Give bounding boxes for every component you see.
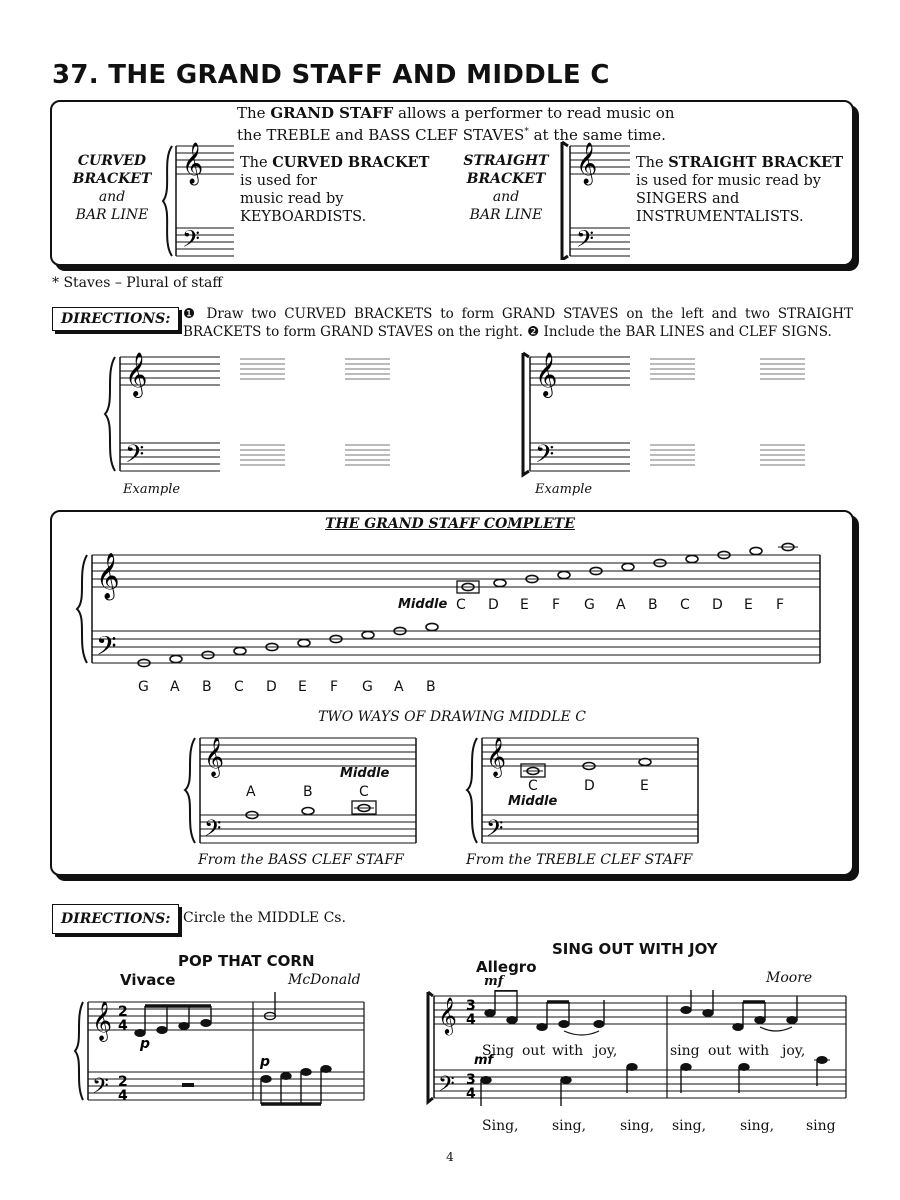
treble-letter: C bbox=[456, 597, 466, 613]
grand-staff-complete bbox=[70, 540, 840, 670]
curved-label-2: BRACKET bbox=[72, 171, 152, 187]
treble-letter: F bbox=[776, 597, 785, 613]
treble-letter: E bbox=[520, 597, 529, 613]
treble-clef-icon: 𝄞 bbox=[535, 352, 558, 396]
treble-way-letter: D bbox=[584, 778, 595, 794]
time-sig-top: 2 bbox=[118, 1074, 128, 1090]
treble-clef-icon: 𝄞 bbox=[486, 737, 507, 777]
time-sig-top: 3 bbox=[466, 998, 476, 1014]
curved-grand-staff-sample bbox=[160, 140, 236, 260]
straight-label-3: and bbox=[492, 189, 520, 205]
intro-line1-pre: The bbox=[237, 104, 271, 122]
directions-text-1 bbox=[183, 305, 853, 341]
treble-clef-icon: 𝄞 bbox=[204, 737, 225, 777]
bass-way-letter: A bbox=[246, 784, 256, 800]
straight-desc-3: SINGERS and bbox=[636, 191, 740, 207]
curved-desc-4: KEYBOARDISTS. bbox=[240, 209, 367, 225]
bass-way-middle: Middle bbox=[340, 766, 390, 781]
time-sig-bottom: 4 bbox=[118, 1088, 128, 1104]
treble-way-letter: E bbox=[640, 778, 649, 794]
treble-clef-icon: 𝄞 bbox=[576, 143, 598, 184]
bass-clef-icon: 𝄢 bbox=[92, 1074, 109, 1104]
curved-desc-3: music read by bbox=[240, 191, 344, 207]
bass-letter: C bbox=[234, 679, 244, 695]
intro-text bbox=[237, 104, 675, 145]
lyric: sing, bbox=[740, 1118, 775, 1134]
blank-staves-left bbox=[240, 359, 390, 465]
dynamic-p: p bbox=[260, 1054, 271, 1070]
directions-label-2: DIRECTIONS: bbox=[52, 904, 179, 934]
intro-asterisk: * bbox=[524, 127, 529, 137]
directions-1-line2: BRACKETS to form GRAND STAVES on the right. ❷ Include the BAR LINES and CLEF SIGNS. bbox=[183, 324, 832, 340]
treble-clef-icon: 𝄞 bbox=[182, 143, 204, 184]
lyric: out bbox=[522, 1043, 546, 1059]
bass-clef-icon: 𝄢 bbox=[486, 816, 504, 847]
straight-label-2: BRACKET bbox=[466, 171, 546, 187]
straight-label-1: STRAIGHT bbox=[463, 153, 549, 169]
lyric: out bbox=[708, 1043, 732, 1059]
exercise-staves bbox=[95, 345, 855, 505]
curved-label-1: CURVED bbox=[77, 153, 147, 169]
bass-letter: F bbox=[330, 679, 339, 695]
treble-notes bbox=[457, 543, 798, 593]
middle-label: Middle bbox=[398, 597, 448, 612]
lyric: Sing bbox=[482, 1043, 515, 1059]
treble-letter: D bbox=[488, 597, 499, 613]
time-sig-top: 3 bbox=[466, 1072, 476, 1088]
time-sig-bottom: 4 bbox=[466, 1012, 476, 1028]
treble-letter: D bbox=[712, 597, 723, 613]
curved-description bbox=[240, 154, 429, 226]
lyric: sing, bbox=[620, 1118, 655, 1134]
caption-bass: From the BASS CLEF STAFF bbox=[198, 852, 404, 868]
curved-bracket-label bbox=[58, 152, 166, 224]
middle-c-from-treble bbox=[462, 730, 702, 850]
bass-letter: G bbox=[362, 679, 373, 695]
bass-letter: A bbox=[394, 679, 404, 695]
straight-desc-2: is used for music read by bbox=[636, 173, 821, 189]
lyric: sing, bbox=[552, 1118, 587, 1134]
directions-text-2: Circle the MIDDLE Cs. bbox=[183, 910, 346, 926]
treble-letter: G bbox=[584, 597, 595, 613]
straight-grand-staff-sample bbox=[556, 140, 632, 260]
curved-desc-2: is used for bbox=[240, 173, 317, 189]
lyric: with bbox=[738, 1043, 770, 1059]
intro-grand-staff: GRAND STAFF bbox=[270, 104, 394, 122]
straight-description bbox=[636, 154, 843, 226]
bass-letter: B bbox=[426, 679, 436, 695]
curved-label-3: and bbox=[98, 189, 126, 205]
song2-dynamic-top: mf bbox=[484, 974, 504, 989]
bass-letter: G bbox=[138, 679, 149, 695]
bass-letter: B bbox=[202, 679, 212, 695]
intro-line2: the TREBLE and BASS CLEF STAVES bbox=[237, 126, 525, 144]
treble-clef-icon: 𝄞 bbox=[96, 553, 120, 599]
song2-composer: Moore bbox=[766, 970, 813, 986]
straight-desc-pre: The bbox=[636, 155, 669, 171]
blank-staves-right bbox=[650, 359, 805, 465]
bass-way-letter: C bbox=[359, 784, 369, 800]
lyric: Sing, bbox=[482, 1118, 519, 1134]
dynamic-p: p bbox=[140, 1036, 151, 1052]
treble-letter: F bbox=[552, 597, 561, 613]
bass-letter: D bbox=[266, 679, 277, 695]
lyric: sing, bbox=[672, 1118, 707, 1134]
curved-desc-pre: The bbox=[240, 155, 273, 171]
straight-label-4: BAR LINE bbox=[469, 207, 543, 223]
lyric: joy, bbox=[594, 1043, 618, 1059]
curved-label-4: BAR LINE bbox=[75, 207, 149, 223]
bass-clef-icon: 𝄢 bbox=[204, 816, 222, 847]
treble-letter: B bbox=[648, 597, 658, 613]
lyric: with bbox=[552, 1043, 584, 1059]
bass-letter: A bbox=[170, 679, 180, 695]
page-title: 37. THE GRAND STAFF AND MIDDLE C bbox=[52, 60, 610, 90]
bass-way-letter: B bbox=[303, 784, 313, 800]
treble-letter: C bbox=[680, 597, 690, 613]
two-ways-heading: TWO WAYS OF DRAWING MIDDLE C bbox=[318, 709, 586, 725]
middle-c-from-bass bbox=[180, 730, 420, 850]
bass-notes bbox=[134, 623, 438, 666]
page-number: 4 bbox=[446, 1150, 454, 1164]
song1-score bbox=[74, 992, 374, 1122]
example-label-left: Example bbox=[123, 482, 181, 497]
treble-way-middle: Middle bbox=[508, 794, 558, 809]
bass-clef-icon: 𝄢 bbox=[535, 440, 555, 475]
lyric: sing bbox=[806, 1118, 836, 1134]
bass-clef-icon: 𝄢 bbox=[438, 1072, 455, 1102]
intro-line1-post: allows a performer to read music on bbox=[393, 104, 675, 122]
lyric: joy, bbox=[782, 1043, 806, 1059]
intro-line2-post: at the same time. bbox=[528, 126, 666, 144]
bass-clef-icon: 𝄢 bbox=[576, 225, 595, 258]
straight-bracket-label bbox=[452, 152, 560, 224]
treble-clef-icon: 𝄞 bbox=[92, 1001, 113, 1041]
time-sig-bottom: 4 bbox=[466, 1086, 476, 1102]
song1-tempo: Vivace bbox=[120, 971, 176, 989]
straight-desc-bold: STRAIGHT BRACKET bbox=[668, 154, 844, 171]
song2-tempo: Allegro bbox=[476, 958, 537, 976]
bass-clef-icon: 𝄢 bbox=[96, 630, 117, 668]
treble-clef-icon: 𝄞 bbox=[125, 352, 148, 396]
caption-treble: From the TREBLE CLEF STAFF bbox=[466, 852, 693, 868]
time-sig-top: 2 bbox=[118, 1004, 128, 1020]
treble-clef-icon: 𝄞 bbox=[438, 996, 457, 1034]
example-label-right: Example bbox=[535, 482, 593, 497]
straight-desc-4: INSTRUMENTALISTS. bbox=[636, 209, 804, 225]
bass-clef-icon: 𝄢 bbox=[182, 225, 201, 258]
treble-letter: E bbox=[744, 597, 753, 613]
lyric: sing bbox=[670, 1043, 700, 1059]
treble-way-letter: C bbox=[528, 778, 538, 794]
directions-label-1: DIRECTIONS: bbox=[52, 307, 179, 331]
song2-dynamic-bottom: mf bbox=[474, 1053, 494, 1068]
bass-clef-icon: 𝄢 bbox=[125, 440, 145, 475]
treble-letter: A bbox=[616, 597, 626, 613]
footnote: * Staves – Plural of staff bbox=[52, 275, 223, 291]
directions-1-line1: ❶ Draw two CURVED BRACKETS to form GRAND STAVES on the left and two STRAIGHT bbox=[183, 306, 853, 322]
bass-letter: E bbox=[298, 679, 307, 695]
song1-title: POP THAT CORN bbox=[178, 952, 315, 970]
grand-staff-complete-heading: THE GRAND STAFF COMPLETE bbox=[325, 516, 575, 532]
time-sig-bottom: 4 bbox=[118, 1018, 128, 1034]
song1-composer: McDonald bbox=[288, 972, 361, 988]
curved-desc-bold: CURVED BRACKET bbox=[272, 154, 430, 171]
song2-title: SING OUT WITH JOY bbox=[552, 940, 718, 958]
